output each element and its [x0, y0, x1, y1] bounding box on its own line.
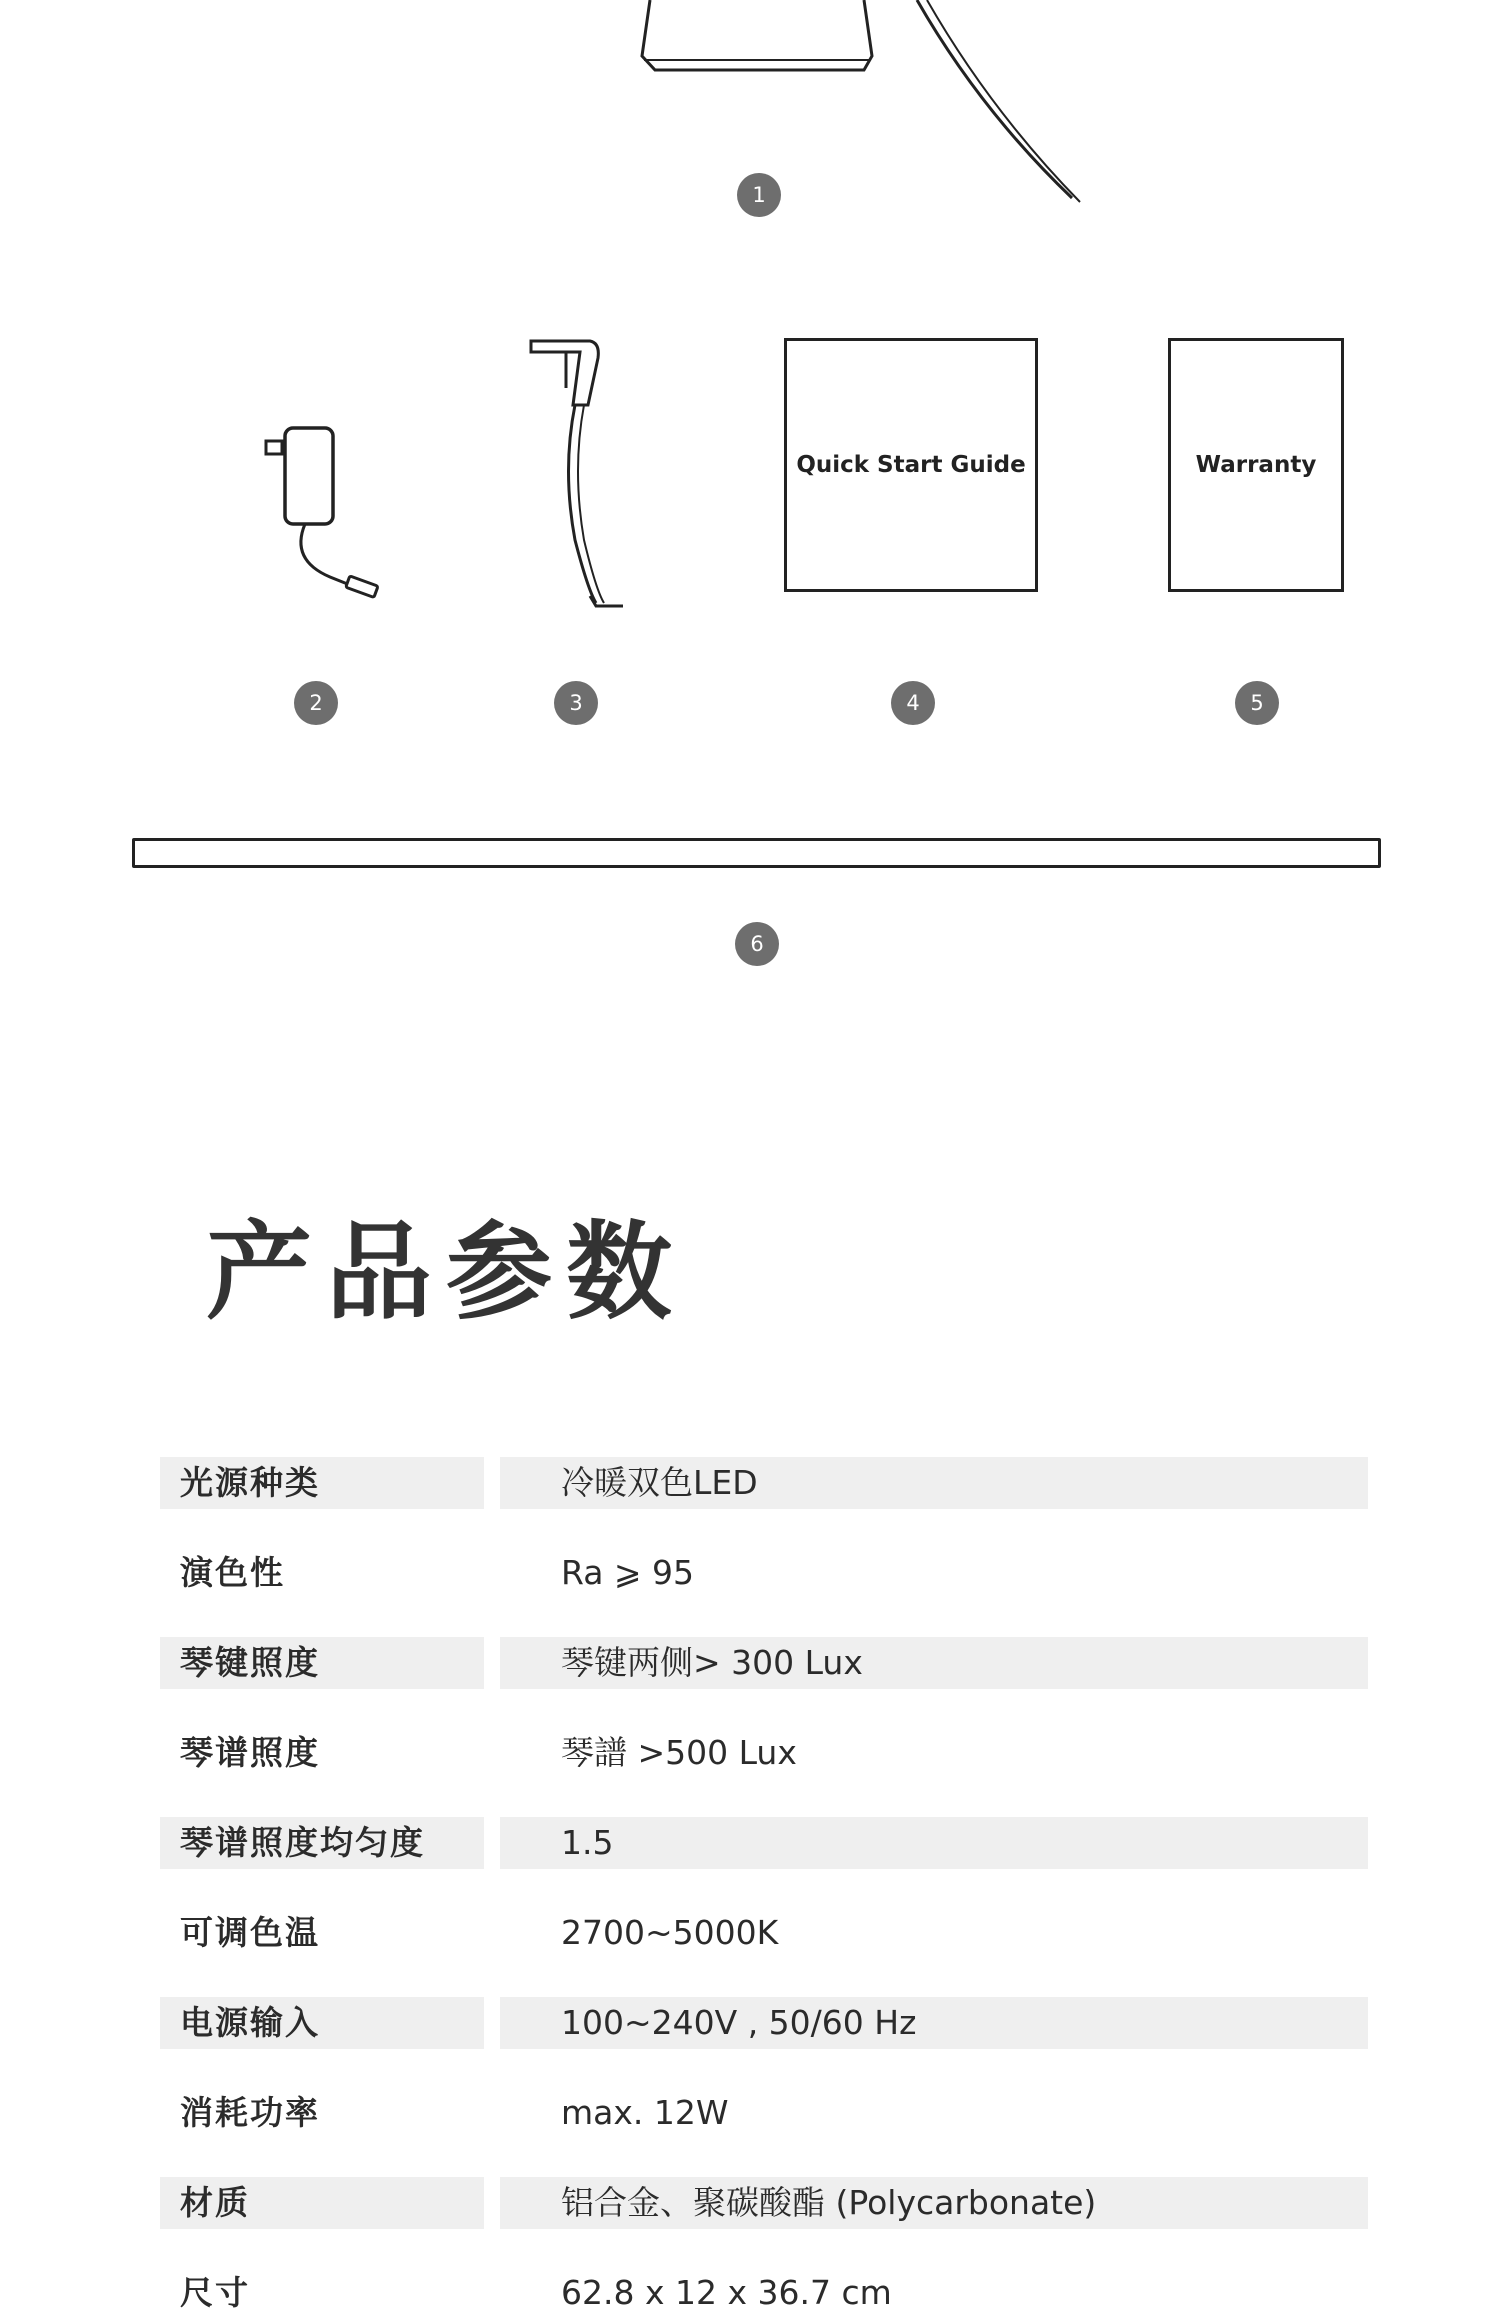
- spec-label: 电源输入: [160, 1997, 484, 2049]
- quick-start-guide-label: Quick Start Guide: [796, 452, 1026, 478]
- spec-value: 铝合金、聚碳酸酯 (Polycarbonate): [500, 2177, 1368, 2229]
- spec-row: [160, 1457, 1373, 1509]
- spec-value: 1.5: [500, 1817, 1368, 1869]
- spec-value: 100~240V , 50/60 Hz: [500, 1997, 1368, 2049]
- spec-label: 琴谱照度均匀度: [160, 1817, 484, 1869]
- spec-row: [160, 1997, 1373, 2049]
- item-number-badge: 2: [294, 681, 338, 725]
- spec-row: [160, 1907, 1373, 1959]
- spec-label: 琴谱照度: [180, 1733, 320, 1772]
- spec-row: [160, 2177, 1373, 2229]
- spec-row: [160, 1817, 1373, 1869]
- spec-label: 材质: [160, 2177, 484, 2229]
- spec-label: 琴键照度: [160, 1637, 484, 1689]
- section-title: 产品参数: [206, 1211, 686, 1334]
- item-number-badge: 5: [1235, 681, 1279, 725]
- warranty-label: Warranty: [1195, 452, 1317, 478]
- light-bar-illustration: [132, 838, 1381, 868]
- spec-row: [160, 2087, 1373, 2139]
- quick-start-guide-box: [784, 338, 1038, 592]
- spec-value: 琴譜 >500 Lux: [561, 1733, 797, 1772]
- warranty-card-box: [1168, 338, 1344, 592]
- spec-label: 演色性: [180, 1553, 285, 1592]
- spec-label: 可调色温: [180, 1913, 320, 1952]
- item-number-badge: 6: [735, 922, 779, 966]
- spec-row: [160, 1547, 1373, 1599]
- spec-label: 光源种类: [160, 1457, 484, 1509]
- spec-row: [160, 1727, 1373, 1779]
- item-number-badge: 4: [891, 681, 935, 725]
- spec-value: Ra ⩾ 95: [561, 1553, 695, 1592]
- spec-value: 冷暖双色LED: [500, 1457, 1368, 1509]
- spec-value: 琴键两侧> 300 Lux: [500, 1637, 1368, 1689]
- spec-row: [160, 2267, 1373, 2319]
- spec-value: max. 12W: [561, 2093, 729, 2132]
- spec-label: 尺寸: [180, 2273, 250, 2312]
- item-number-badge: 1: [737, 173, 781, 217]
- spec-row: [160, 1637, 1373, 1689]
- spec-value: 2700~5000K: [561, 1913, 779, 1952]
- spec-value: 62.8 x 12 x 36.7 cm: [561, 2273, 892, 2312]
- spec-label: 消耗功率: [180, 2093, 320, 2132]
- item-number-badge: 3: [554, 681, 598, 725]
